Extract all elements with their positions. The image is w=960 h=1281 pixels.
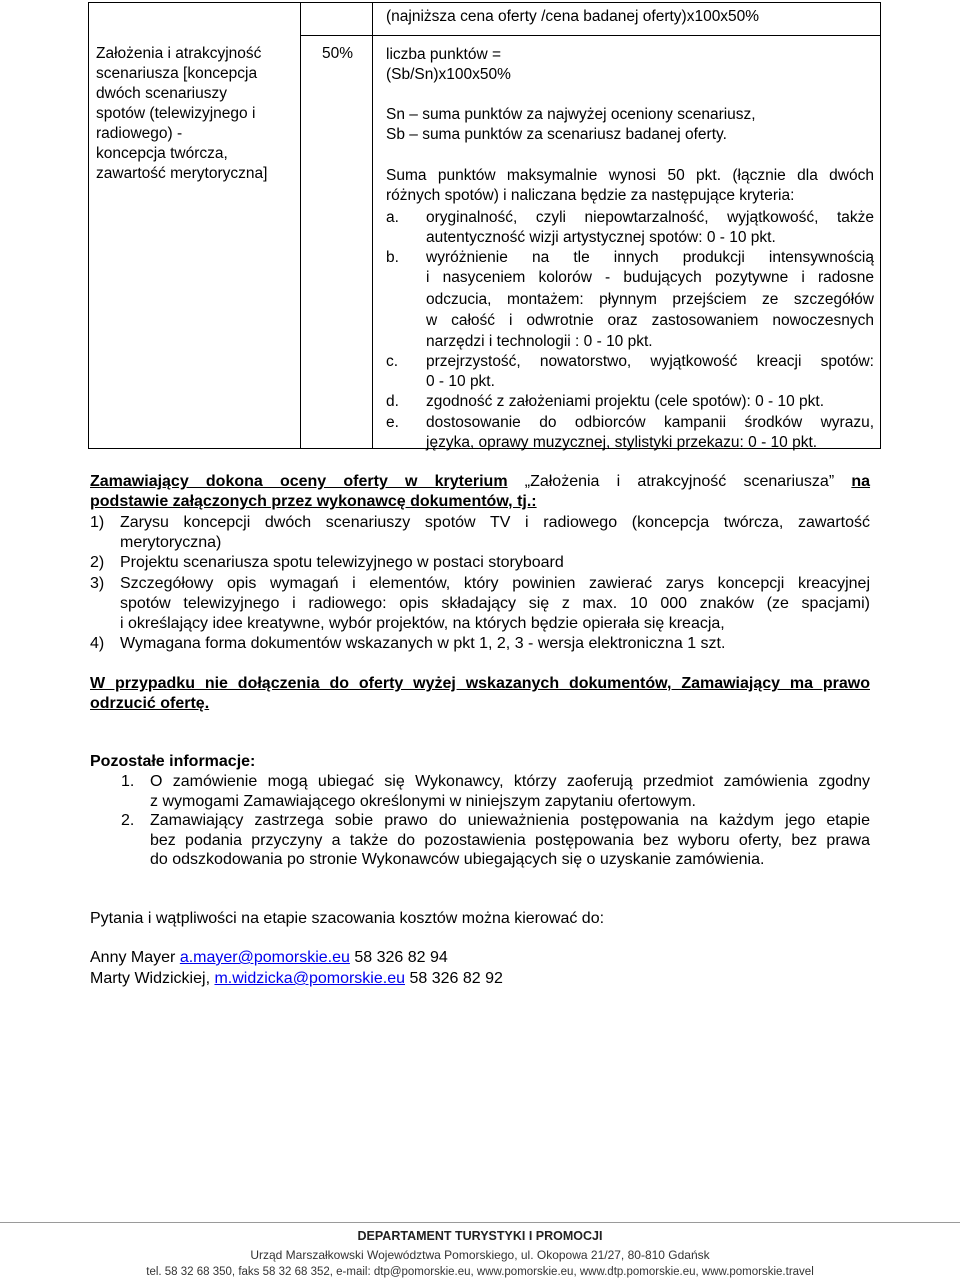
- item-letter: a.: [386, 209, 399, 226]
- contact-person: [90, 948, 870, 968]
- assessment-quote: „Założenia i atrakcyjność scenariusza”: [524, 473, 835, 490]
- item-line: wyróżnienie na tle innych produkcji intensywnością: [426, 249, 874, 266]
- item-letter: e.: [386, 414, 399, 431]
- criterion-label-line: scenariusza [koncepcja: [96, 65, 258, 82]
- item-line: języka, oprawy muzycznej, stylistyki przekazu: 0 - 10 pkt.: [426, 434, 818, 451]
- contact-phone: 58 326 82 92: [409, 970, 503, 987]
- item-line: w całość i odwrotnie oraz zastosowaniem nowoczesnych: [426, 312, 874, 329]
- contact-intro: Pytania i wątpliwości na etapie szacowania kosztów można kierować do:: [90, 910, 605, 927]
- item-line: i nasyceniem kolorów - budujących pozytywne i radosne: [426, 269, 874, 286]
- formula-line: liczba punktów =: [386, 46, 502, 63]
- warning-line: W przypadku nie dołączenia do oferty wyżej wskazanych dokumentów, Zamawiający ma prawo: [90, 675, 870, 692]
- item-line: dostosowanie do odbiorców kampanii środków wyrazu,: [426, 414, 874, 431]
- list-item-line: Zarysu koncepcji dwóch scenariuszy spotów TV i radiowego (koncepcja twórcza, zawartość: [120, 514, 870, 531]
- table-header-formula: (najniższa cena oferty /cena badanej oferty)x100x50%: [386, 8, 760, 25]
- item-line: oryginalność, czyli niepowtarzalność, wyjątkowość, także: [426, 209, 874, 226]
- item-line: przejrzystość, nowatorstwo, wyjątkowość kreacji spotów:: [426, 353, 874, 370]
- other-info-line: O zamówienie mogą ubiegać się Wykonawcy, którzy zaoferują przedmiot zamówienia zgodny: [150, 773, 870, 790]
- other-info-line: bez podania przyczyny a także do pozostawienia postępowania bez wyboru oferty, bez prawa: [150, 832, 870, 849]
- max-points-line: różnych spotów) i naliczana będzie za następujące kryteria:: [386, 187, 795, 204]
- item-letter: d.: [386, 393, 399, 410]
- table-column-divider: [372, 3, 373, 448]
- item-line: zgodność z założeniami projektu (cele spotów): 0 - 10 pkt.: [426, 393, 825, 410]
- item-letter: b.: [386, 249, 399, 266]
- criterion-label-line: Założenia i atrakcyjność: [96, 45, 262, 62]
- assessment-line-2: podstawie załączonych przez wykonawcę dokumentów, tj.:: [90, 493, 537, 510]
- list-item-line: merytoryczna): [120, 534, 222, 551]
- formula-line: (Sb/Sn)x100x50%: [386, 66, 511, 83]
- assessment-line: [90, 472, 870, 492]
- footer-address: Urząd Marszałkowski Województwa Pomorskiego, ul. Okopowa 21/27, 80-810 Gdańsk: [250, 1248, 710, 1262]
- list-item-number: 2): [90, 554, 105, 571]
- other-info-line: z wymogami Zamawiającego określonymi w niniejszym zapytaniu ofertowym.: [150, 793, 696, 810]
- contact-person: [90, 969, 870, 989]
- list-item-line: Projektu scenariusza spotu telewizyjnego w postaci storyboard: [120, 554, 564, 571]
- footer-contacts: tel. 58 32 68 350, faks 58 32 68 352, e-mail: dtp@pomorskie.eu, www.pomorskie.eu, www.dtp.pomorskie.eu, www.pomorskie.travel: [146, 1266, 814, 1278]
- criteria-table: [88, 2, 881, 449]
- other-info-line: do odszkodowania po stronie Wykonawców ubiegających się o uzyskanie zamówienia.: [150, 851, 765, 868]
- list-item-line: Szczegółowy opis wymagań i elementów, który powinien zawierać zarys koncepcji kreacyjnej: [120, 575, 870, 592]
- other-info-number: 1.: [121, 773, 135, 790]
- criterion-label-line: spotów (telewizyjnego i: [96, 105, 256, 122]
- list-item-line: Wymagana forma dokumentów wskazanych w pkt 1, 2, 3 - wersja elektroniczna 1 szt.: [120, 635, 726, 652]
- other-info-number: 2.: [121, 812, 135, 829]
- contact-email-link[interactable]: m.widzicka@pomorskie.eu: [214, 970, 405, 987]
- item-line: odczucia, montażem: płynnym przejściem ze szczegółów: [426, 291, 874, 308]
- assessment-bold-end: na: [851, 473, 871, 490]
- definition-line: Sb – suma punktów za scenariusz badanej oferty.: [386, 126, 727, 143]
- criterion-label-line: radiowego) -: [96, 125, 183, 142]
- item-line: 0 - 10 pkt.: [426, 373, 495, 390]
- warning-line: odrzucić ofertę.: [90, 695, 210, 712]
- footer-department: DEPARTAMENT TURYSTYKI I PROMOCJI: [357, 1229, 603, 1243]
- contact-name: Anny Mayer: [90, 949, 176, 966]
- list-item-number: 4): [90, 635, 105, 652]
- other-info-line: Zamawiający zastrzega sobie prawo do unieważnienia postępowania na każdym jego etapie: [150, 812, 870, 829]
- list-item-number: 3): [90, 575, 105, 592]
- contact-name: Marty Widzickiej,: [90, 970, 211, 987]
- contact-phone: 58 326 82 94: [354, 949, 448, 966]
- assessment-bold: Zamawiający dokona oceny oferty w kryterium: [90, 473, 508, 490]
- contact-email-link[interactable]: a.mayer@pomorskie.eu: [179, 949, 350, 966]
- criterion-label-line: zawartość merytoryczna]: [96, 165, 268, 182]
- footer-divider: [0, 1222, 960, 1223]
- table-row-divider: [300, 35, 880, 36]
- criterion-label-line: dwóch scenariuszy: [96, 85, 227, 102]
- item-line: narzędzi i technologii : 0 - 10 pkt.: [426, 333, 653, 350]
- other-info-heading: Pozostałe informacje:: [90, 753, 256, 770]
- list-item-line: spotów telewizyjnego i radiowego: opis składający się z max. 10 000 znaków (ze spacjami): [120, 595, 870, 612]
- table-column-divider: [300, 3, 301, 448]
- criterion-label-line: koncepcja twórcza,: [96, 145, 228, 162]
- list-item-number: 1): [90, 514, 105, 531]
- item-line: autentyczność wizji artystycznej spotów: 0 - 10 pkt.: [426, 229, 776, 246]
- list-item-line: i określający idee kreatywne, wybór projektów, na których będzie opierała się kreacja,: [120, 615, 725, 632]
- definition-line: Sn – suma punktów za najwyżej oceniony scenariusz,: [386, 106, 756, 123]
- max-points-line: Suma punktów maksymalnie wynosi 50 pkt. (łącznie dla dwóch: [386, 167, 874, 184]
- criterion-weight: 50%: [322, 45, 354, 62]
- item-letter: c.: [386, 353, 399, 370]
